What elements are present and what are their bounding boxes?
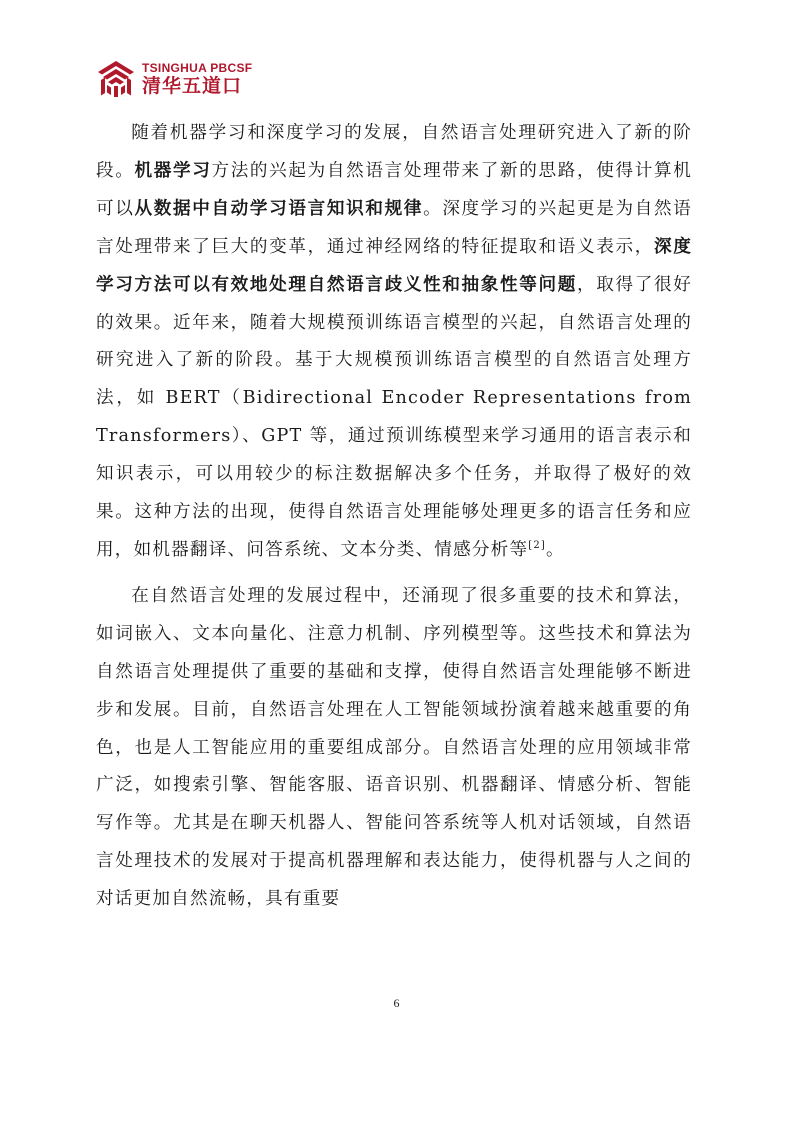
- document-body: [96, 115, 692, 919]
- logo-english-text: TSINGHUA PBCSF: [142, 61, 253, 75]
- bold-phrase: 深度学习方法可以有效地处理自然语言歧义性和抽象性等问题: [96, 236, 692, 295]
- logo-chinese-text: 清华五道口: [142, 75, 243, 97]
- text-run: 。: [546, 539, 565, 560]
- bold-phrase: 从数据中自动学习语言知识和规律: [134, 198, 424, 219]
- page-number: 6: [393, 996, 400, 1010]
- text-run: 随着机器学习和深度学习的发展，自然语言处理研究进入了新的阶段。: [96, 123, 692, 181]
- text-run: 在自然语言处理的发展过程中，还涌现了很多重要的技术和算法，如词嵌入、文本向量化、注意力机制、序列模型等。这些技术和算法为自然语言处理提供了重要的基础和支撑，使得自然语言处理能够不断进步和发展。目前，自然语言处理在人工智能领域扮演着越来越重要的角色，也是人工智能应用的重要组成部分。自然语言处理的应用领域非常广泛，如搜索引擎、智能客服、语音识别、机器翻译、情感分析、智能写作等。尤其是在聊天机器人、智能问答系统等人机对话领域，自然语言处理技术的发展对于提高机器理解和表达能力，使得机器与人之间的对话更加自然流畅，具有重要: [96, 585, 692, 910]
- citation-marker: [2]: [528, 540, 547, 552]
- pbcsf-emblem-icon: [96, 59, 136, 99]
- paragraph: [96, 578, 692, 919]
- text-run: 方法的兴起为自然语言处理带来了新的思路，使得计算机可以: [96, 160, 692, 219]
- paragraph: [96, 115, 692, 570]
- text-run: ，取得了很好的效果。近年来，随着大规模预训练语言模型的兴起，自然语言处理的研究进入了新的阶段。基于大规模预训练语言模型的自然语言处理方法，如 BERT（Bidirectional Encoder Representations from Transformers）、GPT 等，通过预训练模型来学习通用的语言表示和知识表示，可以用较少的标注数据解决多个任务，并取得了极好的效果。这种方法的出现，使得自然语言处理能够处理更多的语言任务和应用，如机器翻译、问答系统、文本分类、情感分析等: [96, 274, 692, 560]
- bold-phrase: 机器学习: [134, 160, 212, 181]
- text-run: 。深度学习的兴起更是为自然语言处理带来了巨大的变革，通过神经网络的特征提取和语义表示，: [96, 198, 692, 257]
- tsinghua-pbcsf-logo: [96, 56, 252, 102]
